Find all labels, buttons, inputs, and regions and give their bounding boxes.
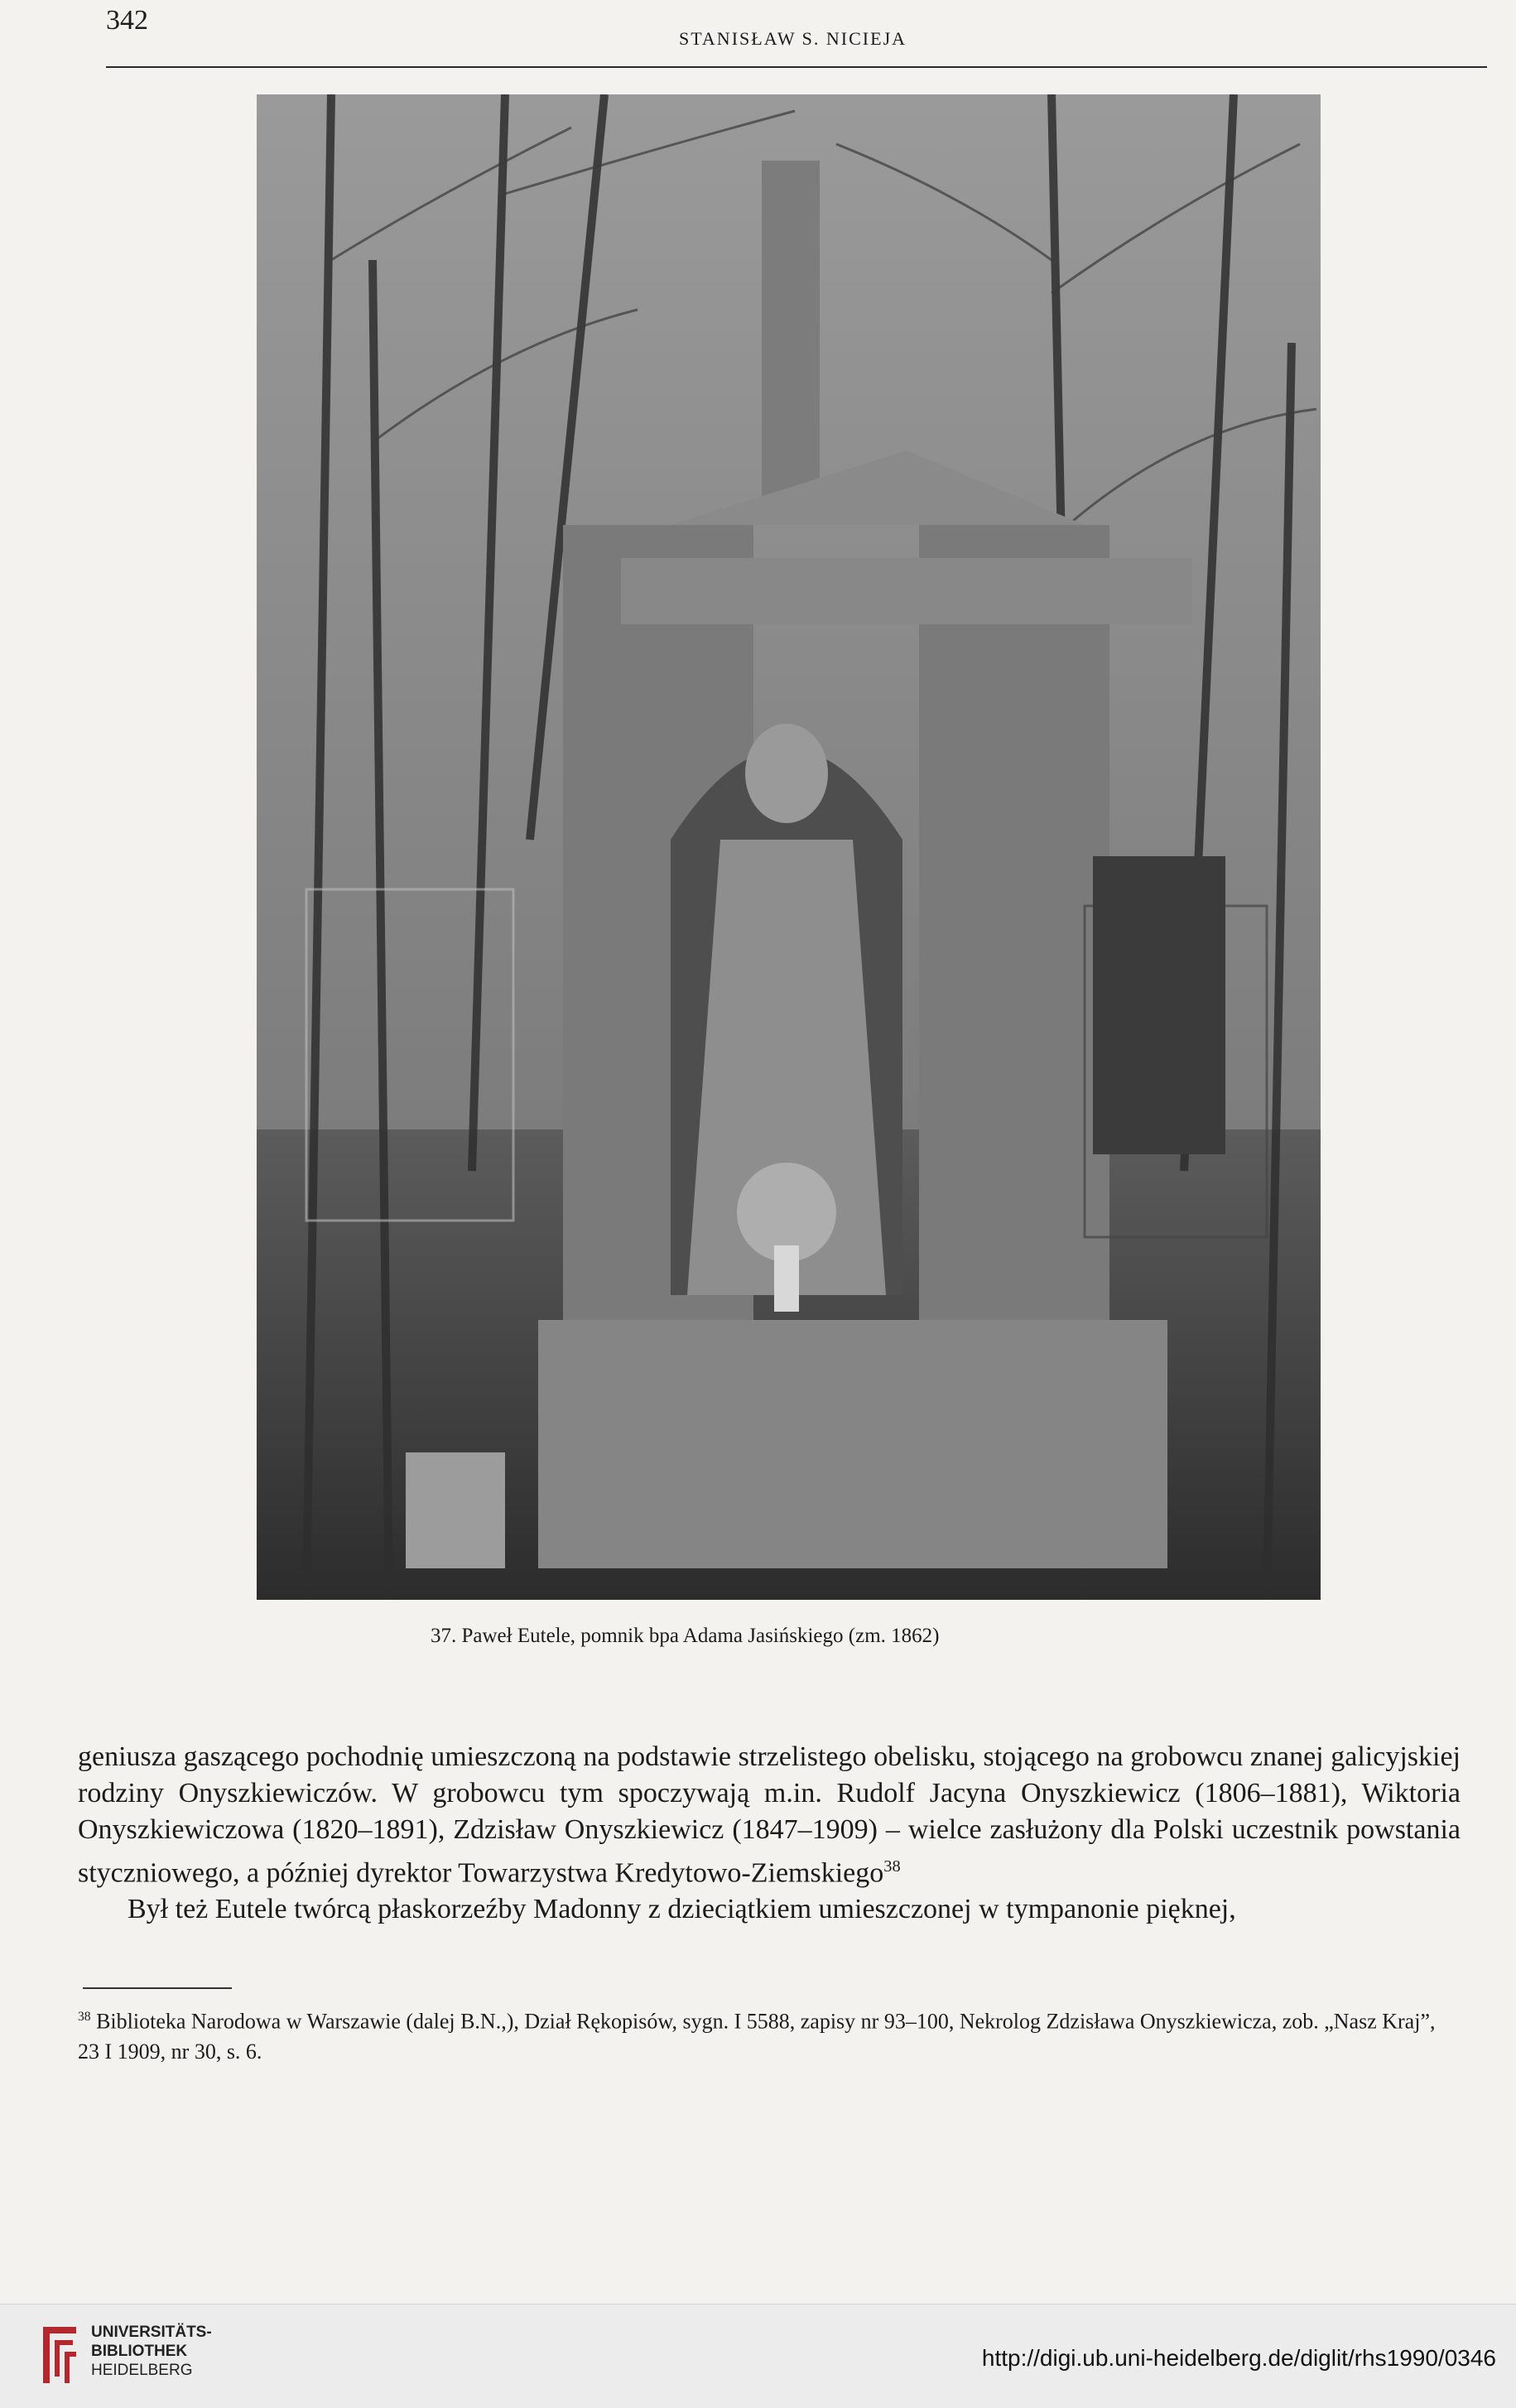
monument-photo-illustration bbox=[257, 94, 1321, 1600]
paragraph-1-text: geniusza gaszącego pochodnię umieszczoną na podstawie strzelistego obelisku, stojącego na grobowcu znanej galicyjskiej rodziny Onyszkiewiczów. W grobowcu tym spoczywają m.in. Rudolf Jacyna Onyszkiewicz (1806–1881), Wiktoria Onyszkiewiczowa (1820–1891), Zdzisław Onyszkiewicz (1847–1909) – wielce zasłużony dla Polski uczestnik powstania styczniowego, a później dyrektor Towarzystwa Kredytowo-Ziemskiego bbox=[78, 1741, 1461, 1889]
footnote-text: Biblioteka Narodowa w Warszawie (dalej B.N.,), Dział Rękopisów, sygn. I 5588, zapisy nr 93–100, Nekrolog Zdzisława Onyszkiewicza, zob. „Nasz Kraj”, 23 I 1909, nr 30, s. 6. bbox=[78, 2009, 1436, 2064]
figure-caption: 37. Paweł Eutele, pomnik bpa Adama Jasińskiego (zm. 1862) bbox=[431, 1625, 940, 1647]
footnote-rule bbox=[83, 1987, 232, 1989]
body-text bbox=[78, 1739, 1461, 1928]
footnote-reference: 38 bbox=[883, 1857, 901, 1876]
running-head: STANISŁAW S. NICIEJA bbox=[679, 28, 907, 49]
footnote bbox=[78, 2002, 1461, 2067]
paragraph-2: Był też Eutele twórcą płaskorzeźby Madonny z dzieciątkiem umieszczonej w tympanonie pięknej, bbox=[128, 1894, 1236, 1925]
paragraph-1 bbox=[78, 1739, 1461, 1891]
monument-photo bbox=[257, 94, 1321, 1600]
library-name bbox=[91, 2323, 212, 2380]
library-name-line-2: BIBLIOTHEK bbox=[91, 2343, 188, 2360]
library-name-line-3: HEIDELBERG bbox=[91, 2362, 193, 2379]
header-rule bbox=[106, 66, 1487, 68]
library-logo-icon bbox=[36, 2319, 83, 2390]
library-name-line-1: UNIVERSITÄTS- bbox=[91, 2324, 212, 2341]
footnote-number: 38 bbox=[78, 2010, 91, 2024]
document-url-link[interactable]: http://digi.ub.uni-heidelberg.de/diglit/rhs1990/0346 bbox=[981, 2345, 1496, 2371]
page-number: 342 bbox=[106, 5, 148, 36]
